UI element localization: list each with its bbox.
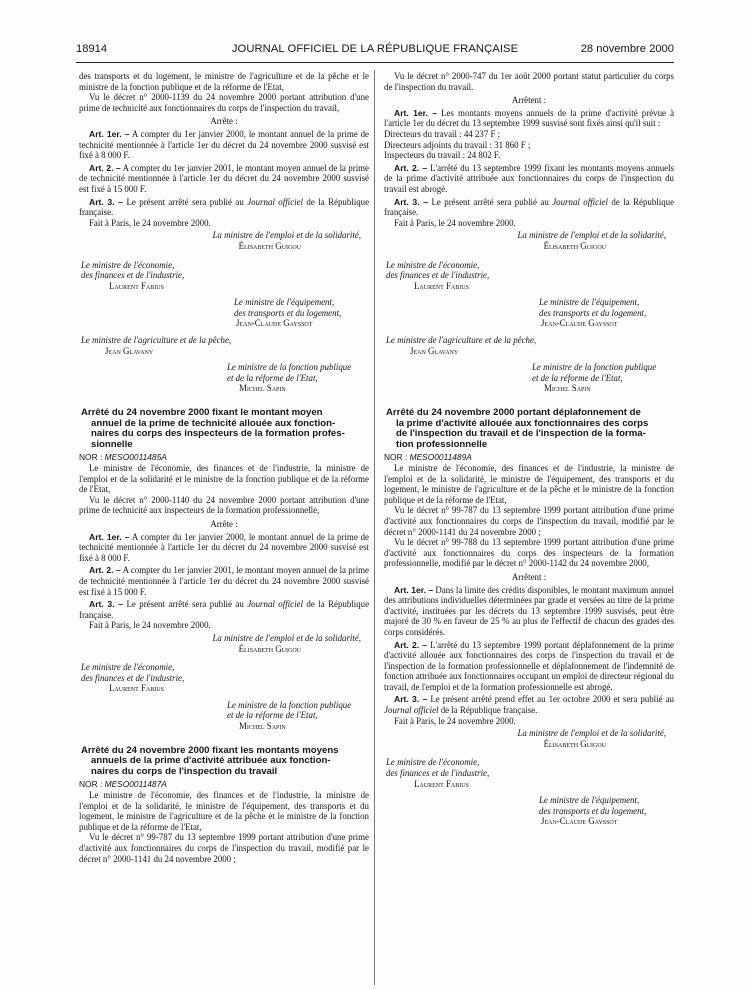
signature-emploi: [79, 633, 369, 654]
signatory-title: Le ministre de la fonction publique: [227, 699, 352, 710]
signature-emploi: [79, 230, 369, 251]
title-line: Arrêté du 24 novembre 2000 fixant les montants moyens: [81, 744, 339, 756]
article-text: A compter du 1er janvier 2000, le montant annuel de la prime de technicité mentionnée à l'article 1er du décret du 24 novembre 2000 susvisé est fixé à 8 000 F.: [79, 128, 370, 161]
signatory-title: Le ministre de l'équipement,: [234, 297, 335, 308]
arrete-heading: Arrêtent :: [511, 95, 547, 106]
signatory-name: Élisabeth Guigou: [543, 738, 606, 749]
signature-agriculture: [384, 335, 674, 356]
nor-reference: [79, 452, 369, 463]
vu-paragraph: Vu le décret n° 99-787 du 13 septembre 1999 portant attribution d'une prime d'activité aux fonctionnaires du corps de l'inspection du travail, modifié par le décret n° 2000-1141 du 24 novembre 2000 ;: [79, 832, 369, 864]
signatory-name: Laurent Fabius: [109, 683, 164, 694]
signing-place-date: Fait à Paris, le 24 novembre 2000.: [394, 715, 516, 726]
article-label: Art. 1er. –: [89, 128, 130, 139]
signatory-title: La ministre de l'emploi et de la solidarité,: [517, 728, 666, 739]
signatory-title: La ministre de l'emploi et de la solidarité,: [212, 230, 361, 241]
title-line: sionnelle: [91, 438, 133, 450]
article-text: de la République française.: [79, 599, 370, 620]
nor-code: MESO0011487A: [104, 779, 167, 790]
article-label: Art. 1er. –: [394, 107, 437, 118]
signatory-title: Le ministre de l'économie,: [386, 259, 480, 270]
signatory-name: Michel Sapin: [239, 721, 286, 732]
article-3: [384, 694, 674, 715]
article-label: Art. 3. –: [394, 196, 428, 207]
title-line: annuel de la prime de technicité allouée aux fonction-: [91, 417, 336, 429]
article-1: [79, 129, 369, 161]
article-2: [79, 163, 369, 195]
vu-paragraph: Vu le décret n° 99-788 du 13 septembre 1999 portant attribution d'une prime d'activité aux fonctionnaires du corps des inspecteurs de la formation professionnelle, modifié par le décret n° 2000-1142 du 24 novembre 2000,: [384, 537, 674, 569]
article-label: Art. 2. –: [394, 639, 428, 650]
signature-equipement: [384, 297, 674, 329]
article-label: Art. 2. –: [89, 162, 121, 173]
vu-paragraph: Vu le décret n° 99-787 du 13 septembre 1999 portant attribution d'une prime d'activité aux fonctionnaires du corps de l'inspection du travail, modifié par le décret n° 2000-1141 du 24 novembre 2000 ;: [384, 505, 674, 537]
signatory-name: Laurent Fabius: [414, 778, 469, 789]
signature-emploi: [384, 728, 674, 749]
header-rule: [76, 62, 674, 63]
signing-place-date: Fait à Paris, le 24 novembre 2000.: [394, 217, 516, 228]
signatory-title: Le ministre de l'équipement,: [539, 795, 640, 806]
article-label: Art. 2. –: [89, 565, 121, 576]
signatory-title: des transports et du logement,: [539, 805, 647, 816]
article-label: Art. 2. –: [394, 162, 428, 173]
signatory-title: Le ministre de l'économie,: [81, 259, 175, 270]
article-3: [384, 197, 674, 218]
signing-place-date: Fait à Paris, le 24 novembre 2000.: [89, 620, 211, 631]
article-text: Le présent arrêté prend effet au 1er octobre 2000 et sera publié au: [430, 694, 674, 705]
signature-economie: [384, 260, 674, 292]
signatory-name: Laurent Fabius: [414, 280, 469, 291]
article-text: A compter du 1er janvier 2001, le montant moyen annuel de la prime de technicité mentionnée à l'article 1er du décret du 24 novembre 2000 susvisé est fixé à 15 000 F.: [79, 565, 370, 597]
signatory-name: Élisabeth Guigou: [238, 643, 301, 654]
amount-item: Directeurs du travail : 44 237 F ;: [384, 128, 501, 139]
page-header: [76, 40, 674, 58]
nor-label: NOR :: [79, 779, 105, 790]
journal-officiel-ref: Journal officiel: [247, 599, 303, 610]
journal-officiel-ref: Journal officiel: [247, 196, 303, 207]
article-2: [384, 163, 674, 195]
signature-equipement: [384, 795, 674, 827]
journal-title: JOURNAL OFFICIEL DE LA RÉPUBLIQUE FRANÇAISE: [231, 43, 519, 55]
article-text: Les montants moyens annuels de la prime d'activité prévue à l'article 1er du décret du 13 septembre 1999 susvisé sont fixés ainsi qu'il suit :: [384, 107, 675, 129]
article-text: L'arrêté du 13 septembre 1999 portant déplafonnement de la prime d'activité allouée aux fonctionnaires des corps de l'inspection du travail et de l'inspection de la formation professionnelle et déplafonnement de l'indemnité de fonction attribuée aux fonctionnaires occupant un emploi de directeur régional du travail, de l'emploi et de la formation professionnelle est abrogé.: [384, 639, 674, 692]
nor-label: NOR :: [384, 452, 410, 463]
signatory-title: La ministre de l'emploi et de la solidarité,: [517, 230, 666, 241]
title-line: naires du corps de l'inspection du travail: [91, 765, 278, 777]
article-label: Art. 3. –: [89, 196, 123, 207]
article-text: A compter du 1er janvier 2000, le montant annuel de la prime de technicité mentionnée à l'article 1er du décret du 24 novembre 2000 susvisé est fixé à 8 000 F.: [79, 531, 370, 563]
signatory-title: des finances et de l'industrie,: [386, 768, 490, 779]
signatory-name: Jean-Claude Gayssot: [541, 318, 618, 329]
signatory-title: des finances et de l'industrie,: [81, 270, 185, 281]
signatory-title: La ministre de l'emploi et de la solidarité,: [212, 632, 361, 643]
vu-paragraph: Vu le décret n° 2000-1140 du 24 novembre 2000 portant attribution d'une prime de technicité aux inspecteurs de la formation professionnelle,: [79, 494, 369, 516]
signatory-name: Élisabeth Guigou: [543, 240, 606, 251]
article-text: de la République française.: [384, 196, 675, 218]
article-label: Art. 3. –: [394, 694, 428, 705]
journal-officiel-ref: Journal officiel: [552, 196, 608, 207]
article-text: Le présent arrêté sera publié au: [431, 196, 553, 207]
preamble: Le ministre de l'économie, des finances et de l'industrie, la ministre de l'emploi et de la solidarité, le ministre de l'équipement, des transports et du logement, le ministre de l'agriculture et de la pêche et le ministre de la fonction publique et de la réforme de l'Etat,: [384, 463, 674, 505]
page-number: 18914: [76, 43, 108, 55]
arrete-heading: Arrêtent :: [511, 571, 547, 582]
right-column: [384, 71, 674, 827]
article-text: de la République française.: [438, 705, 538, 716]
signatory-name: Jean Glavany: [410, 345, 459, 356]
article-3: [79, 599, 369, 620]
signatory-title: Le ministre de la fonction publique: [227, 362, 352, 373]
article-text: de la République française.: [79, 196, 370, 218]
article-label: Art. 1er. –: [89, 531, 130, 542]
signatory-title: des transports et du logement,: [234, 307, 342, 318]
signatory-title: et de la réforme de l'Etat,: [227, 372, 318, 383]
signatory-title: et de la réforme de l'Etat,: [532, 372, 623, 383]
article-1: [384, 108, 674, 129]
signature-fonction-publique: [79, 362, 369, 394]
decree-title: [384, 408, 674, 450]
nor-code: MESO0011489A: [409, 452, 472, 463]
issue-date: 28 novembre 2000: [580, 43, 674, 55]
signatory-name: Jean-Claude Gayssot: [541, 816, 618, 827]
intro-continuation: des transports et du logement, le ministre de l'agriculture et de la pêche et le ministre de la fonction publique et de la réforme de l'Etat,: [79, 71, 369, 92]
signatory-name: Jean Glavany: [105, 345, 154, 356]
title-line: annuels de la prime d'activité attribuée aux fonction-: [91, 755, 331, 767]
signatory-name: Michel Sapin: [544, 383, 591, 394]
article-text: Dans la limite des crédits disponibles, le montant maximum annuel des attributions individuelles déterminées par grade et versées au titre de la prime d'activité, instituées par les décrets du 13 septembre 1999 susvisés, peut être majoré de 30 % en faveur de 25 % au plus de l'effectif de chacun des grades des corps considérés.: [384, 584, 675, 637]
arrete-heading: Arrête :: [210, 518, 238, 529]
decree-title: [79, 746, 369, 778]
title-line: Arrêté du 24 novembre 2000 fixant le montant moyen: [81, 407, 323, 419]
signature-economie: [384, 757, 674, 789]
decree-title: [79, 408, 369, 450]
article-2: [384, 640, 674, 693]
article-2: [79, 565, 369, 597]
article-3: [79, 197, 369, 218]
article-label: Art. 3. –: [89, 599, 123, 610]
arrete-heading: Arrête :: [210, 116, 238, 127]
title-line: de l'inspection du travail et de l'inspection de la forma-: [396, 428, 646, 440]
title-line: naires du corps des inspecteurs de la formation profes-: [91, 428, 345, 440]
signature-emploi: [384, 230, 674, 251]
signatory-title: Le ministre de l'agriculture et de la pêche,: [386, 335, 537, 346]
signatory-title: des finances et de l'industrie,: [81, 672, 185, 683]
signature-agriculture: [79, 335, 369, 356]
article-text: L'arrêté du 13 septembre 1999 fixant les montants moyens annuels de la prime d'activité attribuée aux fonctionnaires du corps de l'inspection du travail est abrogé.: [384, 162, 675, 194]
left-column: [79, 71, 369, 864]
signatory-name: Élisabeth Guigou: [238, 240, 301, 251]
preamble: Le ministre de l'économie, des finances et de l'industrie, la ministre de l'emploi et de la solidarité, le ministre de l'équipement, des transports et du logement, le ministre de l'agriculture et de la pêche et le ministre de la fonction publique et de la réforme de l'Etat,: [79, 790, 369, 832]
signatory-title: des transports et du logement,: [539, 307, 647, 318]
signature-fonction-publique: [384, 362, 674, 394]
article-text: Le présent arrêté sera publié au: [126, 196, 248, 207]
nor-reference: [384, 452, 674, 463]
journal-officiel-ref: Journal officiel: [384, 705, 439, 716]
vu-paragraph: Vu le décret n° 2000-747 du 1er août 2000 portant statut particulier du corps de l'inspection du travail.: [384, 71, 674, 92]
signature-economie: [79, 662, 369, 694]
signatory-title: Le ministre de l'agriculture et de la pêche,: [81, 335, 232, 346]
title-line: tion professionnelle: [396, 438, 488, 450]
signatory-title: Le ministre de l'économie,: [81, 662, 175, 673]
vu-paragraph: Vu le décret n° 2000-1139 du 24 novembre 2000 portant attribution d'une prime de technicité aux fonctionnaires du corps de l'inspection du travail,: [79, 92, 369, 113]
amount-item: Directeurs adjoints du travail : 31 860 F ;: [384, 139, 531, 150]
nor-reference: [79, 779, 369, 790]
signatory-title: Le ministre de l'économie,: [386, 757, 480, 768]
preamble: Le ministre de l'économie, des finances et de l'industrie, la ministre de l'emploi et de la solidarité et le ministre de la fonction publique et de la réforme de l'Etat,: [79, 463, 369, 495]
signatory-name: Laurent Fabius: [109, 280, 164, 291]
signing-place-date: Fait à Paris, le 24 novembre 2000.: [89, 217, 211, 228]
article-text: A compter du 1er janvier 2001, le montant moyen annuel de la prime de technicité mentionnée à l'article 1er du décret du 24 novembre 2000 susvisé est fixé à 15 000 F.: [79, 162, 370, 194]
article-label: Art. 1er. –: [394, 584, 434, 595]
title-line: la prime d'activité allouée aux fonctionnaires des corps: [396, 417, 649, 429]
amount-item: Inspecteurs du travail : 24 802 F.: [384, 150, 501, 161]
article-1: [384, 585, 674, 638]
signatory-title: des finances et de l'industrie,: [386, 270, 490, 281]
signature-fonction-publique: [79, 700, 369, 732]
article-text: Le présent arrêté sera publié au: [126, 599, 248, 610]
signatory-name: Michel Sapin: [239, 383, 286, 394]
nor-code: MESO0011485A: [104, 452, 167, 463]
signatory-title: Le ministre de l'équipement,: [539, 297, 640, 308]
article-1: [79, 532, 369, 564]
title-line: Arrêté du 24 novembre 2000 portant déplafonnement de: [386, 407, 641, 419]
signatory-title: et de la réforme de l'Etat,: [227, 710, 318, 721]
signature-equipement: [79, 297, 369, 329]
signatory-name: Jean-Claude Gayssot: [236, 318, 313, 329]
column-divider: [374, 70, 375, 985]
signatory-title: Le ministre de la fonction publique: [532, 362, 657, 373]
nor-label: NOR :: [79, 452, 105, 463]
signature-economie: [79, 260, 369, 292]
